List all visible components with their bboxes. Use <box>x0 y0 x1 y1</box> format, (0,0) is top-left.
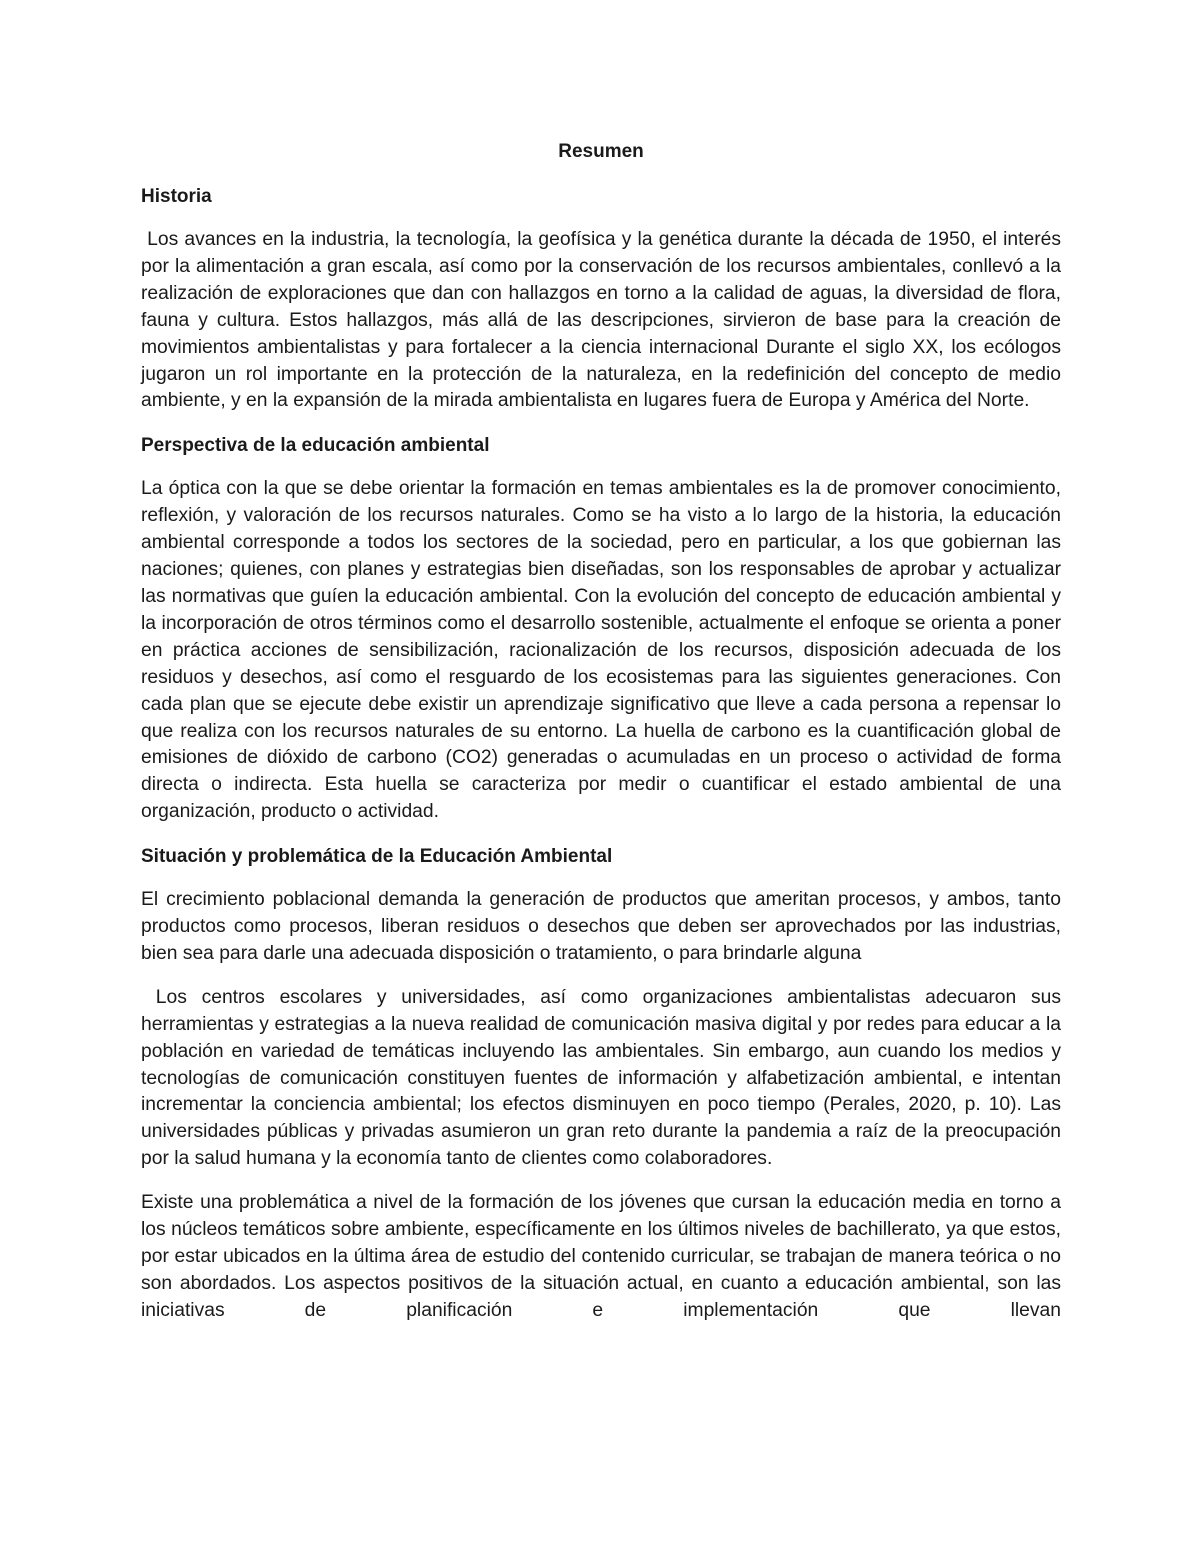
section-situacion <box>141 843 1067 1325</box>
section-heading-situacion: Situación y problemática de la Educación Ambiental <box>141 846 613 868</box>
section-perspectiva <box>141 432 1061 826</box>
section-heading-perspectiva: Perspectiva de la educación ambiental <box>141 435 490 457</box>
section-heading-historia: Historia <box>141 186 212 207</box>
document-title: Resumen <box>558 141 644 162</box>
paragraph-historia: Los avances en la industria, la tecnología, la geofísica y la genética durante la década de 1950, el interés por la alimentación a gran escala, así como por la conservación de los recursos ambientales, conllevó a la realización de exploraciones que dan con hallazgos en torno a la calidad de aguas, la diversidad de flora, fauna y cultura. Estos hallazgos, más allá de las descripciones, sirvieron de base para la creación de movimientos ambientalistas y para fortalecer a la ciencia internacional Durante el siglo XX, los ecólogos jugaron un rol importante en la protección de la naturaleza, en la redefinición del concepto de medio ambiente, y en la expansión de la mirada ambientalista en lugares fuera de Europa y América del Norte. <box>141 229 1067 412</box>
paragraph-situacion-2: Los centros escolares y universidades, así como organizaciones ambientalistas adecuaron sus herramientas y estrategias a la nueva realidad de comunicación masiva digital y por redes para educar a la población en variedad de temáticas incluyendo las ambientales. Sin embargo, aun cuando los medios y tecnologías de comunicación constituyen fuentes de información y alfabetización ambiental, e intentan incrementar la conciencia ambiental; los efectos disminuyen en poco tiempo (Perales, 2020, p. 10). Las universidades públicas y privadas asumieron un gran reto durante la pandemia a raíz de la preocupación por la salud humana y la economía tanto de clientes como colaboradores. <box>141 986 1067 1170</box>
paragraph-situacion-3: Existe una problemática a nivel de la formación de los jóvenes que cursan la educación media en torno a los núcleos temáticos sobre ambiente, específicamente en los últimos niveles de bachillerato, ya que estos, por estar ubicados en la última área de estudio del contenido curricular, se trabajan de manera teórica o no son abordados. Los aspectos positivos de la situación actual, en cuanto a educación ambiental, son las iniciativas de planificación e implementación que llevan <box>141 1192 1061 1321</box>
paragraph-situacion-1: El crecimiento poblacional demanda la generación de productos que ameritan procesos, y ambos, tanto productos como procesos, liberan residuos o desechos que deben ser aprovechados por las industrias, bien sea para darle una adecuada disposición o tratamiento, o para brindarle alguna <box>141 889 1061 964</box>
section-historia <box>141 183 1067 415</box>
paragraph-perspectiva: La óptica con la que se debe orientar la formación en temas ambientales es la de promover conocimiento, reflexión, y valoración de los recursos naturales. Como se ha visto a lo largo de la historia, la educación ambiental corresponde a todos los sectores de la sociedad, pero en particular, a los que gobiernan las naciones; quienes, con planes y estrategias bien diseñadas, son los responsables de aprobar y actualizar las normativas que guíen la educación ambiental. Con la evolución del concepto de educación ambiental y la incorporación de otros términos como el desarrollo sostenible, actualmente el enfoque se orienta a poner en práctica acciones de sensibilización, racionalización de los recursos, disposición adecuada de los residuos y desechos, así como el resguardo de los ecosistemas para las siguientes generaciones. Con cada plan que se ejecute debe existir un aprendizaje significativo que lleve a cada persona a repensar lo que realiza con los recursos naturales de su entorno. La huella de carbono es la cuantificación global de emisiones de dióxido de carbono (CO2) generadas o acumuladas en un proceso o actividad de forma directa o indirecta. Esta huella se caracteriza por medir o cuantificar el estado ambiental de una organización, producto o actividad. <box>141 478 1061 823</box>
